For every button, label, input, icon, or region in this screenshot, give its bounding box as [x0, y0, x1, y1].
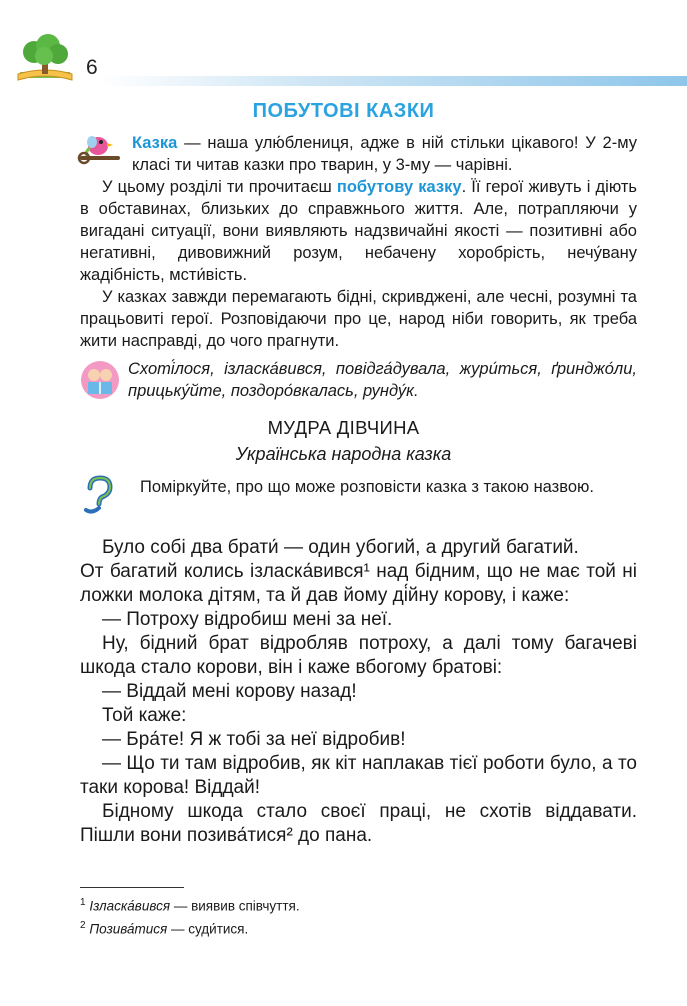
story-line-3: — Потроху відробиш мені за неї. — [102, 609, 393, 630]
footnote-2-term: Позива́тися — [89, 921, 168, 937]
intro-p3-text: У казках завжди перемагають бідні, скривджені, але чесні, розумні та працьовиті герої. Розповідаючи про це, народ ніби говорить, як треба жити насправді, до чого прагнути. — [80, 288, 637, 350]
header-bar — [100, 76, 687, 86]
story-line-5: — Віддай мені корову назад! — [102, 681, 357, 702]
intro-p2-end: . Її герої живуть і діють в обставинах, близьких до справжнього життя. Але, потрапляючи у вигадані ситуації, вони виявляють надзвичайні якості — позитивні або негативні, дивовижний розум, небачену хоробрість, нечу́вану жадібність, мсти́вість. — [80, 178, 637, 284]
story-line-2: От багатий колись ізласка́вився¹ над бідним, що не має той ні ложки молока дітям, та й дав йому ді́йну корову, і каже: — [80, 561, 637, 606]
intro-p1-text: — наша улю́блениця, адже в ній стільки цікавого! У 2-му класі ти читав казки про тварин, у 3-му — чарівні. — [132, 134, 637, 174]
footnote-1-mark: 1 — [80, 897, 86, 908]
highlight-kazka: Казка — [132, 134, 178, 152]
intro-paragraph-1 — [132, 132, 637, 176]
story-line-9: Бідному шкода стало своєї праці, не схотів віддавати. Пішли вони позива́тися² до пана. — [80, 801, 637, 846]
story-text — [80, 536, 637, 848]
footnote-2-def: — суди́тися. — [167, 921, 249, 937]
question-mark-icon — [82, 474, 118, 518]
footnote-divider — [80, 887, 184, 888]
tree-book-icon — [14, 34, 76, 82]
page-header — [0, 0, 687, 90]
story-subtitle: Українська народна казка — [235, 444, 452, 464]
pre-reading-question — [140, 476, 637, 498]
story-line-7: — Бра́те! Я ж тобі за неї відробив! — [102, 729, 406, 750]
bird-key-icon — [76, 130, 128, 166]
section-title: ПОБУТОВІ КАЗКИ — [252, 100, 435, 122]
story-line-4: Ну, бідний брат відробляв потроху, а далі тому багачеві шкода стало корови, він і каже вбогому братові: — [80, 633, 637, 678]
intro-paragraph-3 — [80, 286, 637, 352]
reading-children-icon — [80, 360, 120, 400]
footnote-2 — [80, 920, 248, 937]
story-line-6: Той каже: — [102, 705, 187, 726]
footnote-1-term: Ізласка́вився — [89, 898, 171, 914]
story-line-8: — Що ти там відробив, як кіт наплакав тієї роботи було, а то таки корова! Віддай! — [80, 753, 637, 798]
footnote-2-mark: 2 — [80, 920, 86, 931]
footnote-1-def: — виявив співчуття. — [170, 898, 300, 914]
intro-paragraph-2 — [80, 176, 637, 286]
question-text: Поміркуйте, про що може розповісти казка з такою назвою. — [140, 478, 594, 496]
intro-p2-start: У цьому розділі ти прочитаєш — [102, 178, 337, 196]
story-title: МУДРА ДІВЧИНА — [267, 417, 420, 438]
page-number: 6 — [86, 56, 98, 79]
story-line-1: Було собі два брати́ — один убогий, а другий багатий. — [102, 537, 579, 558]
footnote-1 — [80, 897, 300, 914]
vocabulary-list — [128, 358, 637, 402]
highlight-pobutova: побутову казку — [336, 178, 462, 196]
vocabulary-text: Схоті́лося, ізласка́вився, повідга́дувала, жури́ться, ґринджо́ли, прицьку́йте, поздоро́вкалась, рунду́к. — [128, 360, 637, 400]
